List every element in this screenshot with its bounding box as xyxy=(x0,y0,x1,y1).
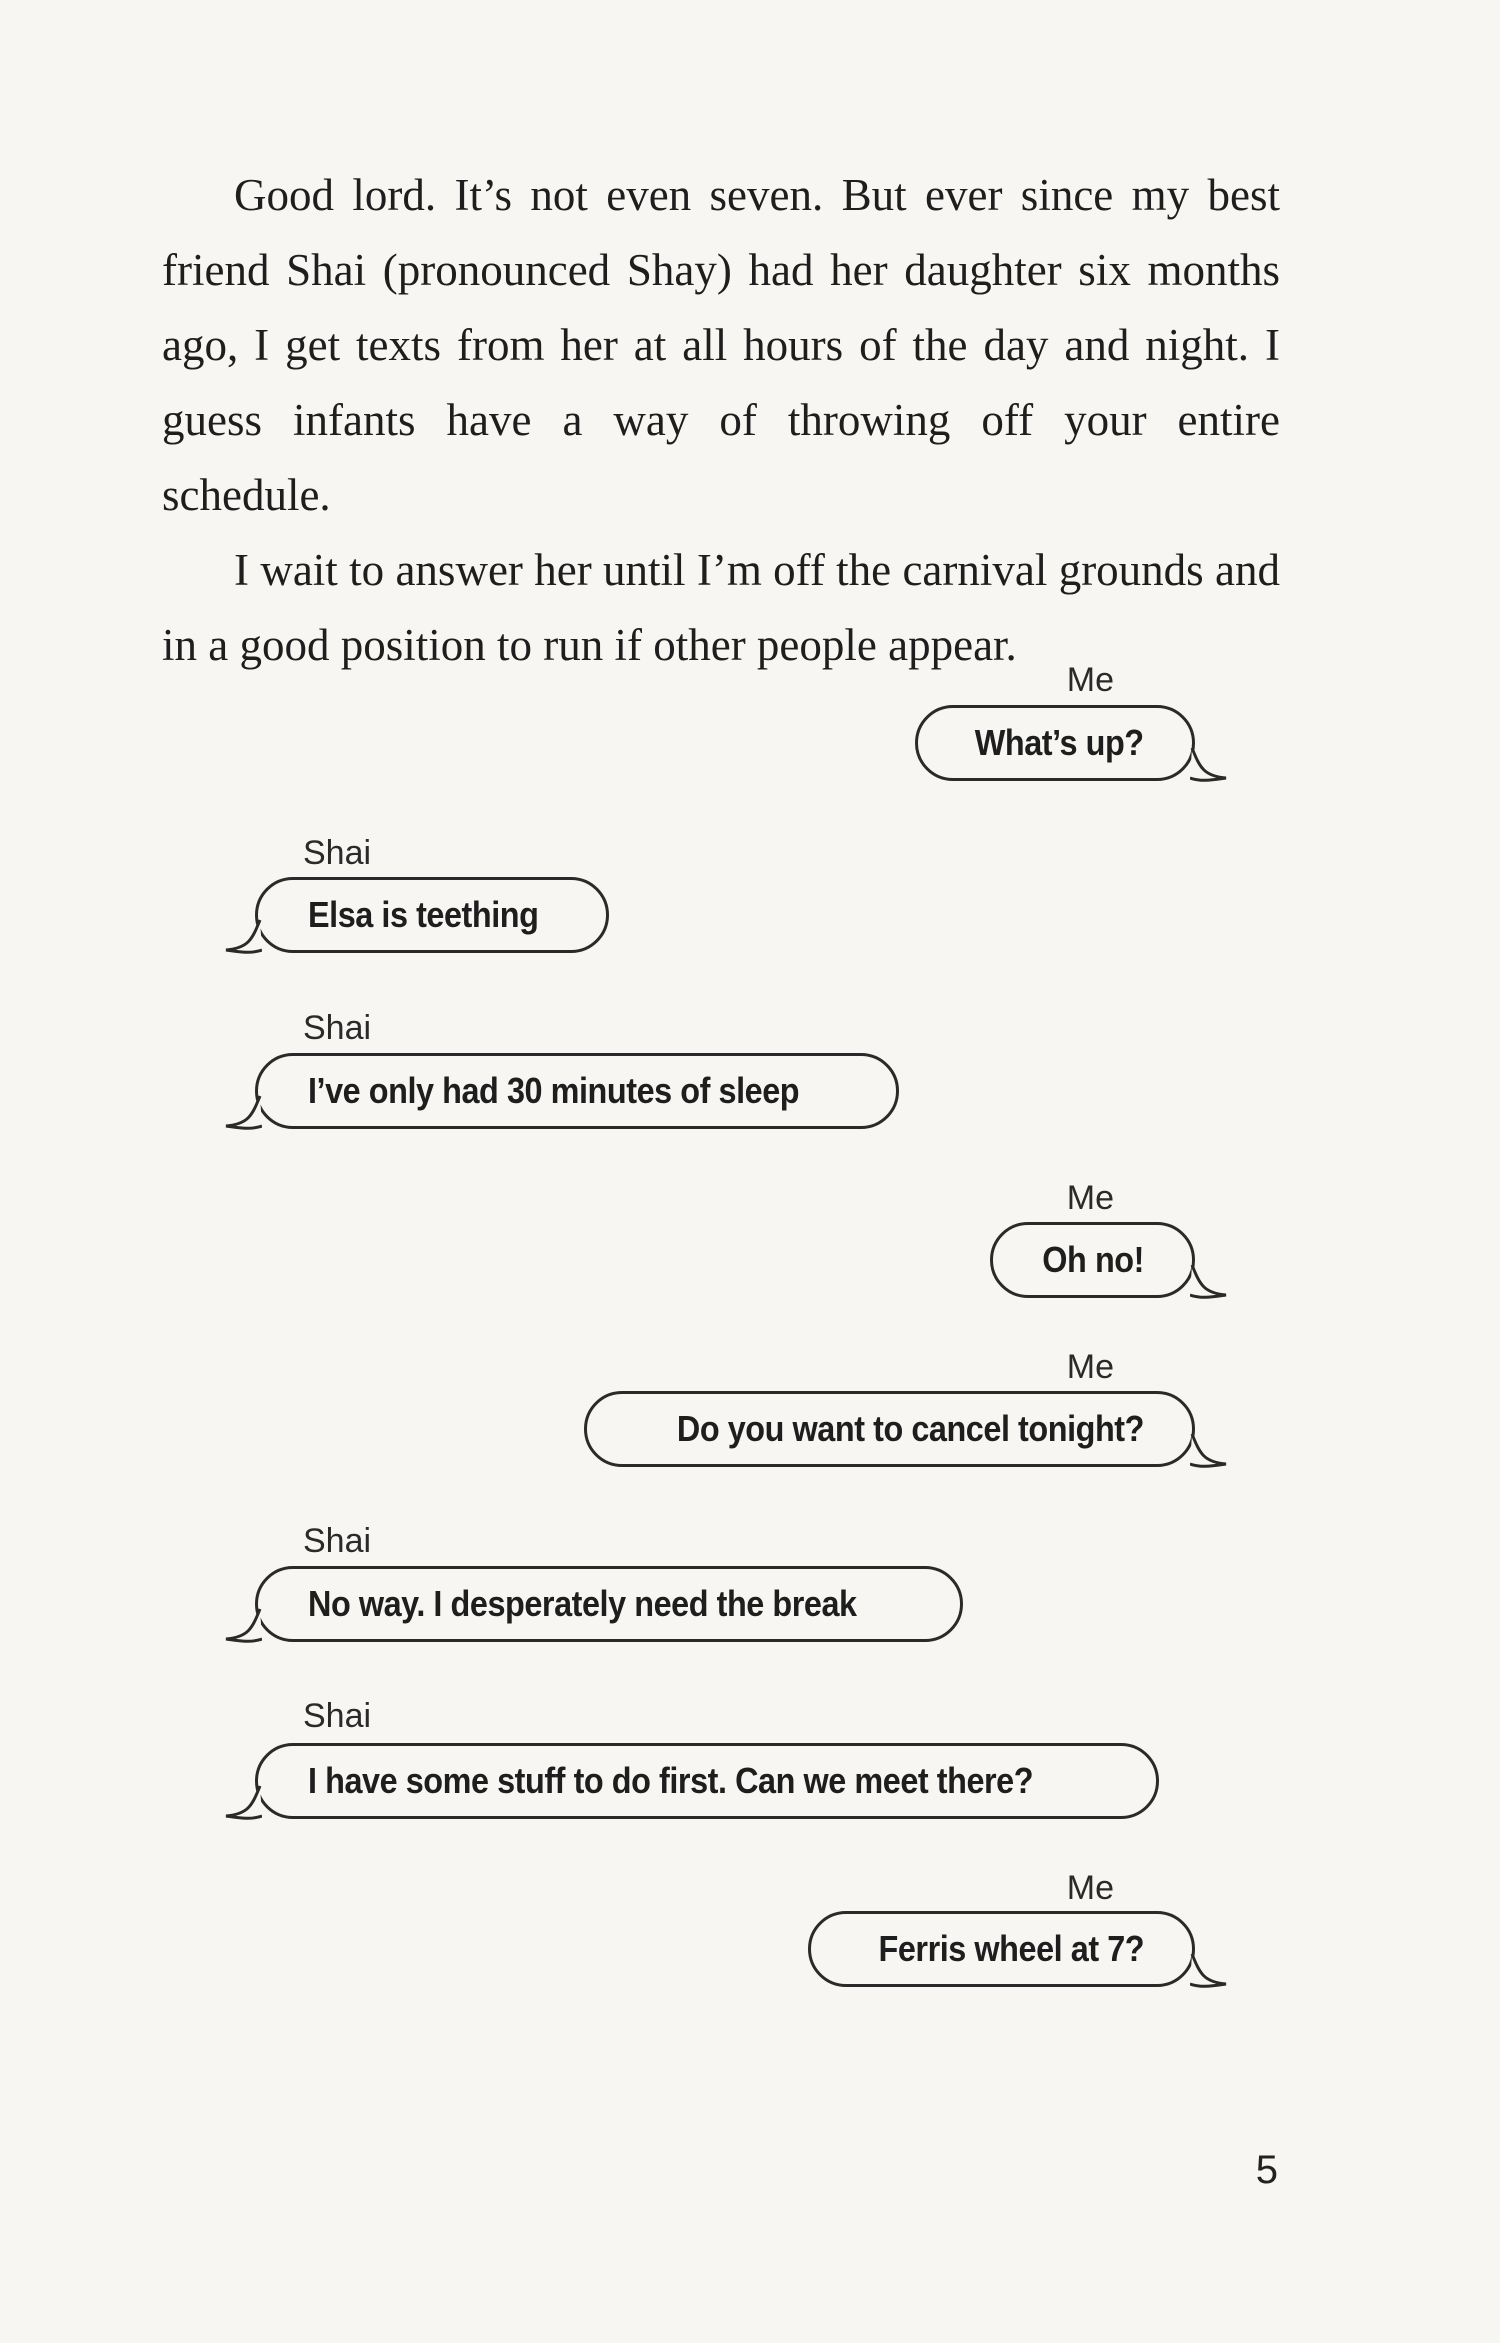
message-bubble-me xyxy=(808,1911,1195,1987)
message-text: I have some stuff to do first. Can we meet there? xyxy=(308,1760,1034,1801)
bubble-tail-icon xyxy=(1190,1950,1230,1990)
sender-label: Me xyxy=(1066,661,1114,699)
message-text: I’ve only had 30 minutes of sleep xyxy=(308,1070,800,1111)
sender-label: Me xyxy=(1066,1348,1114,1386)
bubble-tail-icon xyxy=(222,1605,262,1645)
sender-label: Shai xyxy=(303,1522,372,1560)
paragraph: I wait to answer her until I’m off the carnival grounds and in a good position to run if other people appear. xyxy=(162,545,1280,670)
bubble-tail-icon xyxy=(1190,1261,1230,1301)
paragraph: Good lord. It’s not even seven. But ever since my best friend Shai (pronounced Shay) had her daughter six months ago, I get texts from her at all hours of the day and night. I guess infants have a way of throwing off your entire schedule. xyxy=(162,170,1280,520)
page-number: 5 xyxy=(1255,2148,1278,2192)
bubble-tail-icon xyxy=(222,1782,262,1822)
bubble-tail-icon xyxy=(1190,1430,1230,1470)
message-text: Oh no! xyxy=(1042,1239,1144,1280)
message-bubble-me xyxy=(584,1391,1195,1467)
bubble-tail-icon xyxy=(222,1092,262,1132)
sender-label: Shai xyxy=(303,1009,372,1047)
message-bubble-shai xyxy=(255,877,609,953)
sender-label: Me xyxy=(1066,1869,1114,1907)
message-text: Do you want to cancel tonight? xyxy=(676,1408,1144,1449)
message-bubble-me xyxy=(915,705,1195,781)
message-text: What’s up? xyxy=(975,722,1144,763)
message-text: No way. I desperately need the break xyxy=(308,1583,857,1624)
sender-label: Shai xyxy=(303,834,372,872)
message-text: Elsa is teething xyxy=(308,894,539,935)
message-bubble-shai xyxy=(255,1566,963,1642)
message-bubble-shai xyxy=(255,1743,1159,1819)
message-bubble-shai xyxy=(255,1053,899,1129)
message-text: Ferris wheel at 7? xyxy=(878,1928,1144,1969)
sender-label: Shai xyxy=(303,1697,372,1735)
sender-label: Me xyxy=(1066,1179,1114,1217)
bubble-tail-icon xyxy=(1190,744,1230,784)
prose-block xyxy=(162,158,1280,683)
message-bubble-me xyxy=(990,1222,1195,1298)
bubble-tail-icon xyxy=(222,916,262,956)
